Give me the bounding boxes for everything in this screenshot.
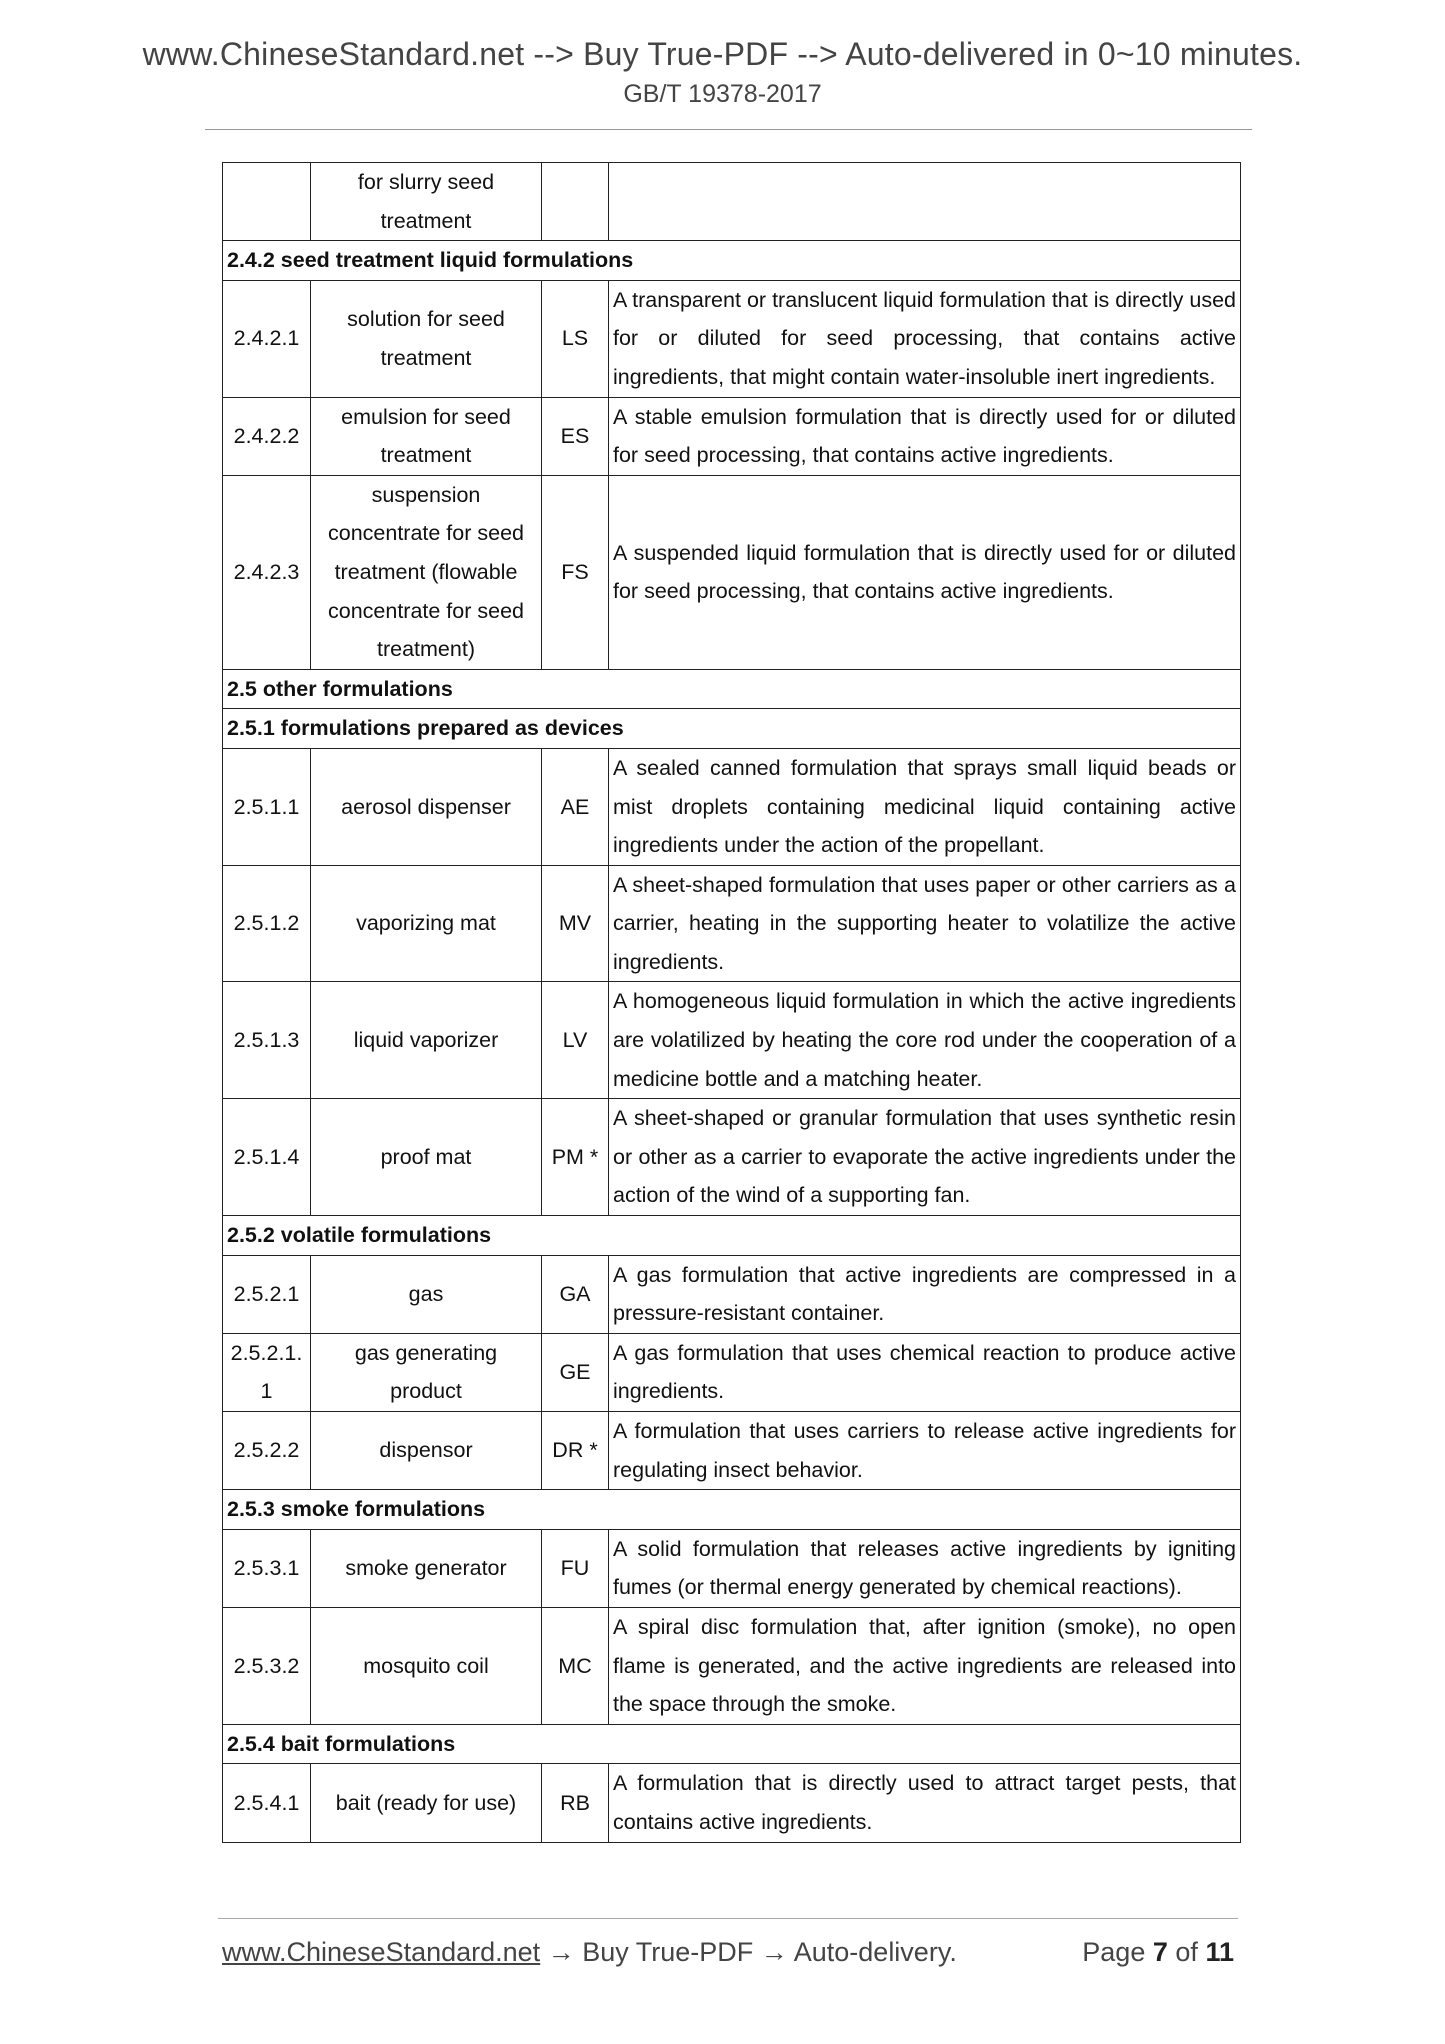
header-banner: www.ChineseStandard.net --> Buy True-PDF --> Auto-delivered in 0~10 minutes. [142,36,1303,72]
section-heading: 2.5.1 formulations prepared as devices [223,709,1241,749]
row-code: AE [542,748,609,865]
row-definition [609,163,1241,241]
row-number: 2.5.1.4 [223,1099,311,1216]
section-row [223,669,1241,709]
table-row [223,163,1241,241]
row-number: 2.5.3.1 [223,1529,311,1607]
row-code: PM * [542,1099,609,1216]
row-code [542,163,609,241]
table-row [223,1607,1241,1724]
table-row [223,748,1241,865]
table-row [223,1099,1241,1216]
row-number: 2.5.1.2 [223,865,311,982]
table-row [223,1255,1241,1333]
row-term: dispensor [311,1412,542,1490]
row-code: MC [542,1607,609,1724]
row-number [223,163,311,241]
section-heading: 2.5.4 bait formulations [223,1724,1241,1764]
header-divider [205,129,1252,130]
row-code: FS [542,475,609,669]
of-word: of [1175,1937,1198,1967]
section-row [223,1490,1241,1530]
formulation-table [222,162,1241,1843]
row-term: suspension concentrate for seed treatment (flowable concentrate for seed treatment) [311,475,542,669]
section-row [223,1724,1241,1764]
row-definition: A suspended liquid formulation that is directly used for or diluted for seed processing, that contains active ingredients. [609,475,1241,669]
footer-site-link[interactable]: www.ChineseStandard.net [222,1937,541,1967]
section-heading: 2.5.2 volatile formulations [223,1216,1241,1256]
row-definition: A spiral disc formulation that, after ignition (smoke), no open flame is generated, and the active ingredients are released into the space through the smoke. [609,1607,1241,1724]
row-number: 2.5.2.2 [223,1412,311,1490]
row-term: for slurry seed treatment [311,163,542,241]
section-heading: 2.5 other formulations [223,669,1241,709]
row-term: bait (ready for use) [311,1764,542,1842]
section-row [223,709,1241,749]
row-number: 2.5.2.1.1 [223,1333,311,1411]
section-heading: 2.4.2 seed treatment liquid formulations [223,241,1241,281]
row-number: 2.5.1.1 [223,748,311,865]
row-term: gas [311,1255,542,1333]
table-row [223,475,1241,669]
row-definition: A sheet-shaped or granular formulation that uses synthetic resin or other as a carrier to evaporate the active ingredients under the action of the wind of a supporting fan. [609,1099,1241,1216]
row-definition: A stable emulsion formulation that is directly used for or diluted for seed processing, that contains active ingredients. [609,397,1241,475]
table-row [223,397,1241,475]
footer-divider [218,1918,1238,1919]
row-number: 2.5.1.3 [223,982,311,1099]
row-number: 2.5.2.1 [223,1255,311,1333]
table-row [223,280,1241,397]
row-definition: A solid formulation that releases active ingredients by igniting fumes (or thermal energy generated by chemical reactions). [609,1529,1241,1607]
row-term: smoke generator [311,1529,542,1607]
row-definition: A sheet-shaped formulation that uses paper or other carriers as a carrier, heating in the supporting heater to volatilize the active ingredients. [609,865,1241,982]
row-term: liquid vaporizer [311,982,542,1099]
page-word: Page [1082,1937,1146,1967]
row-code: LV [542,982,609,1099]
page-total: 11 [1205,1937,1234,1967]
row-term: vaporizing mat [311,865,542,982]
standard-number: GB/T 19378-2017 [623,80,822,108]
row-code: RB [542,1764,609,1842]
row-code: FU [542,1529,609,1607]
row-term: solution for seed treatment [311,280,542,397]
row-term: gas generating product [311,1333,542,1411]
row-definition: A gas formulation that uses chemical reaction to produce active ingredients. [609,1333,1241,1411]
row-number: 2.5.3.2 [223,1607,311,1724]
footer-promo-text: → Buy True-PDF → Auto-delivery. [540,1937,957,1967]
table-row [223,865,1241,982]
page-number: 7 [1152,1937,1168,1967]
row-code: ES [542,397,609,475]
footer-promo [222,1937,957,1968]
section-row [223,241,1241,281]
table-row [223,1333,1241,1411]
row-definition: A formulation that uses carriers to release active ingredients for regulating insect behavior. [609,1412,1241,1490]
page-indicator [1082,1937,1234,1968]
row-code: DR * [542,1412,609,1490]
section-heading: 2.5.3 smoke formulations [223,1490,1241,1530]
table-row [223,982,1241,1099]
row-definition: A transparent or translucent liquid formulation that is directly used for or diluted for seed processing, that contains active ingredients, that might contain water-insoluble inert ingredients. [609,280,1241,397]
row-term: mosquito coil [311,1607,542,1724]
table-row [223,1412,1241,1490]
row-code: LS [542,280,609,397]
row-term: emulsion for seed treatment [311,397,542,475]
row-term: aerosol dispenser [311,748,542,865]
section-row [223,1216,1241,1256]
table-row [223,1764,1241,1842]
row-code: MV [542,865,609,982]
row-definition: A gas formulation that active ingredients are compressed in a pressure-resistant container. [609,1255,1241,1333]
row-definition: A homogeneous liquid formulation in which the active ingredients are volatilized by heating the core rod under the cooperation of a medicine bottle and a matching heater. [609,982,1241,1099]
row-code: GE [542,1333,609,1411]
row-term: proof mat [311,1099,542,1216]
row-number: 2.5.4.1 [223,1764,311,1842]
row-definition: A formulation that is directly used to attract target pests, that contains active ingredients. [609,1764,1241,1842]
table-row [223,1529,1241,1607]
row-code: GA [542,1255,609,1333]
row-number: 2.4.2.1 [223,280,311,397]
row-definition: A sealed canned formulation that sprays small liquid beads or mist droplets containing medicinal liquid containing active ingredients under the action of the propellant. [609,748,1241,865]
row-number: 2.4.2.2 [223,397,311,475]
row-number: 2.4.2.3 [223,475,311,669]
